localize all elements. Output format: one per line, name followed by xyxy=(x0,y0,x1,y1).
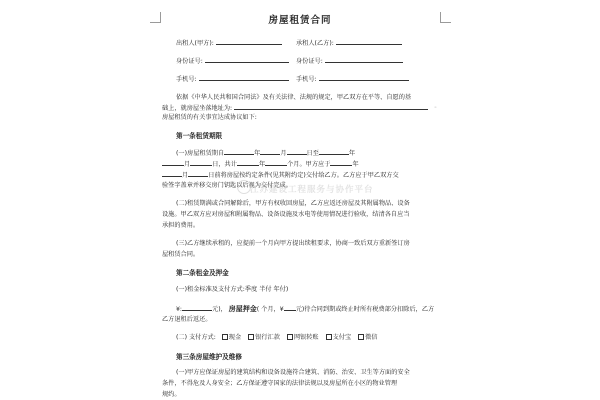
section-1-p1-line-3 xyxy=(162,170,399,180)
preamble-address-label: 础上，就房屋坐落地址为: xyxy=(162,105,233,112)
lessor-phone-label: 手机号: xyxy=(176,76,197,83)
lessee-phone-line xyxy=(296,74,409,84)
section-3-p1-line-2: 条件，不得危及人身安全；乙方保证遵守国家的法律法规以及房屋所在小区的物业管理 xyxy=(162,380,398,387)
text-lease-from: (一)房屋租赁期自 xyxy=(176,150,225,157)
checkbox-icon[interactable] xyxy=(222,334,228,340)
document-title: 房屋租赁合同 xyxy=(268,15,332,26)
section-3-p1-line-1: (一)甲方应保证房屋的建筑结构和设备设施符合建筑、消防、治安、卫生等方面的安全 xyxy=(176,369,410,376)
text-yuan: 元)， xyxy=(212,306,227,313)
section-3-heading: 第三条房屋维护及维修 xyxy=(176,353,242,361)
section-1-p2-line-1: (二)租赁期满或合同解除后，甲方有权收回房屋，乙方应返还房屋及其附属物品、设备 xyxy=(176,200,410,207)
text-day-to: 日至 xyxy=(306,150,319,157)
preamble-line-1: 依据《中华人民共和国合同法》及有关法律、法规的规定，甲乙双方在平等、自愿的基 xyxy=(176,94,412,101)
text-month: 月 xyxy=(184,161,191,168)
lessee-phone-blank xyxy=(319,74,409,81)
payment-option-bank-transfer[interactable] xyxy=(248,334,280,341)
section-2-heading: 第二条租金及押金 xyxy=(176,269,229,277)
payment-option-cash[interactable] xyxy=(222,334,241,341)
checkbox-icon[interactable] xyxy=(287,334,293,340)
section-3-p1-line-3: 规约。 xyxy=(162,391,181,398)
lessor-id-line xyxy=(176,56,289,66)
option-label: 网银转账 xyxy=(293,334,319,341)
lessee-label: 承租人(乙方): xyxy=(296,40,334,47)
blank xyxy=(287,148,307,155)
payment-label: (二) 支付方式: xyxy=(176,334,216,341)
blank xyxy=(188,170,208,177)
lessor-id-blank xyxy=(205,56,289,63)
section-1-p3-line-2: 屋租赁合同。 xyxy=(162,251,200,258)
section-2-p1: (一)租金标准及支付方式:季度 半付 年付) xyxy=(176,286,289,293)
text-deposit: 房屋押金 xyxy=(228,305,257,313)
blank xyxy=(260,148,280,155)
text-year: 年 xyxy=(348,150,356,157)
section-2-p2-line-2: 乙方退租后返还。 xyxy=(162,316,212,323)
preamble-line-3: 房屋租赁的有关事宜达成协议如下: xyxy=(162,114,257,121)
watermark-text: 江苏建设工程服务与协作平台 xyxy=(250,185,374,195)
text-yen: ¥: xyxy=(176,306,183,313)
option-label: 银行汇款 xyxy=(255,334,280,341)
blank xyxy=(284,304,296,311)
text-months-yen: ( 个月，¥ xyxy=(256,306,284,313)
text-year: 年 xyxy=(258,161,266,168)
address-blank xyxy=(234,103,428,110)
blank xyxy=(237,159,259,166)
text-delivery: 日前将房屋按约定条件(见其附约定)交付给乙方。乙方应于甲乙双方交 xyxy=(208,172,399,179)
blank xyxy=(265,159,287,166)
lessee-id-line xyxy=(296,56,403,66)
text-year: 年 xyxy=(254,150,261,157)
section-1-p2-line-2: 设施。甲乙双方应对房屋和附属物品、设备设施及水电等使用情况进行验收，结清各自应当 xyxy=(162,211,410,218)
blank xyxy=(162,170,182,177)
section-2-p2-line-1 xyxy=(176,304,434,314)
option-label: 支付宝 xyxy=(332,334,352,341)
text-refund-terms: 元)待合同到期或终止时所有税费部分扣除后，乙方 xyxy=(295,306,435,313)
payment-option-wechat[interactable] xyxy=(358,334,377,341)
section-1-p1-line-1 xyxy=(176,148,355,158)
lessee-id-label: 身份证号: xyxy=(296,58,323,65)
text-year: 年 xyxy=(352,161,359,168)
lessee-blank xyxy=(336,38,402,45)
text-month: 月 xyxy=(280,150,287,157)
lessor-phone-line xyxy=(176,74,289,84)
lessor-blank xyxy=(216,38,282,45)
section-1-p1-line-2 xyxy=(162,159,359,169)
payment-option-online-banking[interactable] xyxy=(287,334,319,341)
payment-option-alipay[interactable] xyxy=(326,334,352,341)
text-month: 月 xyxy=(182,172,189,179)
lessor-line xyxy=(176,38,282,48)
blank xyxy=(319,148,349,155)
section-1-p2-line-3: 承担的费用。 xyxy=(162,222,200,229)
lessee-phone-label: 手机号: xyxy=(296,76,317,83)
blank xyxy=(182,304,212,311)
section-1-p1-line-4: 验签字盖章并移交房门钥匙以后视为交付完成。 xyxy=(162,182,292,189)
text-party-a-shall: 个月。甲方应于 xyxy=(287,161,331,168)
option-label: 微信 xyxy=(365,334,378,341)
text-total: 日，共计 xyxy=(212,161,237,168)
lessee-line xyxy=(296,38,402,48)
blank xyxy=(190,159,212,166)
checkbox-icon[interactable] xyxy=(326,334,332,340)
checkbox-icon[interactable] xyxy=(248,334,254,340)
section-1-p3-line-1: (三)乙方继续承租的，应提前一个月向甲方提出续租要求，协商一致后双方重新签订房 xyxy=(176,240,410,247)
margin-dot: ◦ xyxy=(434,105,437,111)
option-label: 现金 xyxy=(228,334,242,341)
lessee-id-blank xyxy=(325,56,403,63)
watermark-logo-icon xyxy=(237,180,251,194)
blank xyxy=(162,159,184,166)
section-1-heading: 第一条租赁期限 xyxy=(176,132,223,140)
checkbox-icon[interactable] xyxy=(358,334,364,340)
blank xyxy=(224,148,254,155)
lessor-id-label: 身份证号: xyxy=(176,58,203,65)
lessor-phone-blank xyxy=(199,74,289,81)
payment-methods-line xyxy=(176,334,377,342)
blank xyxy=(330,159,352,166)
lessor-label: 出租人(甲方): xyxy=(176,40,214,47)
